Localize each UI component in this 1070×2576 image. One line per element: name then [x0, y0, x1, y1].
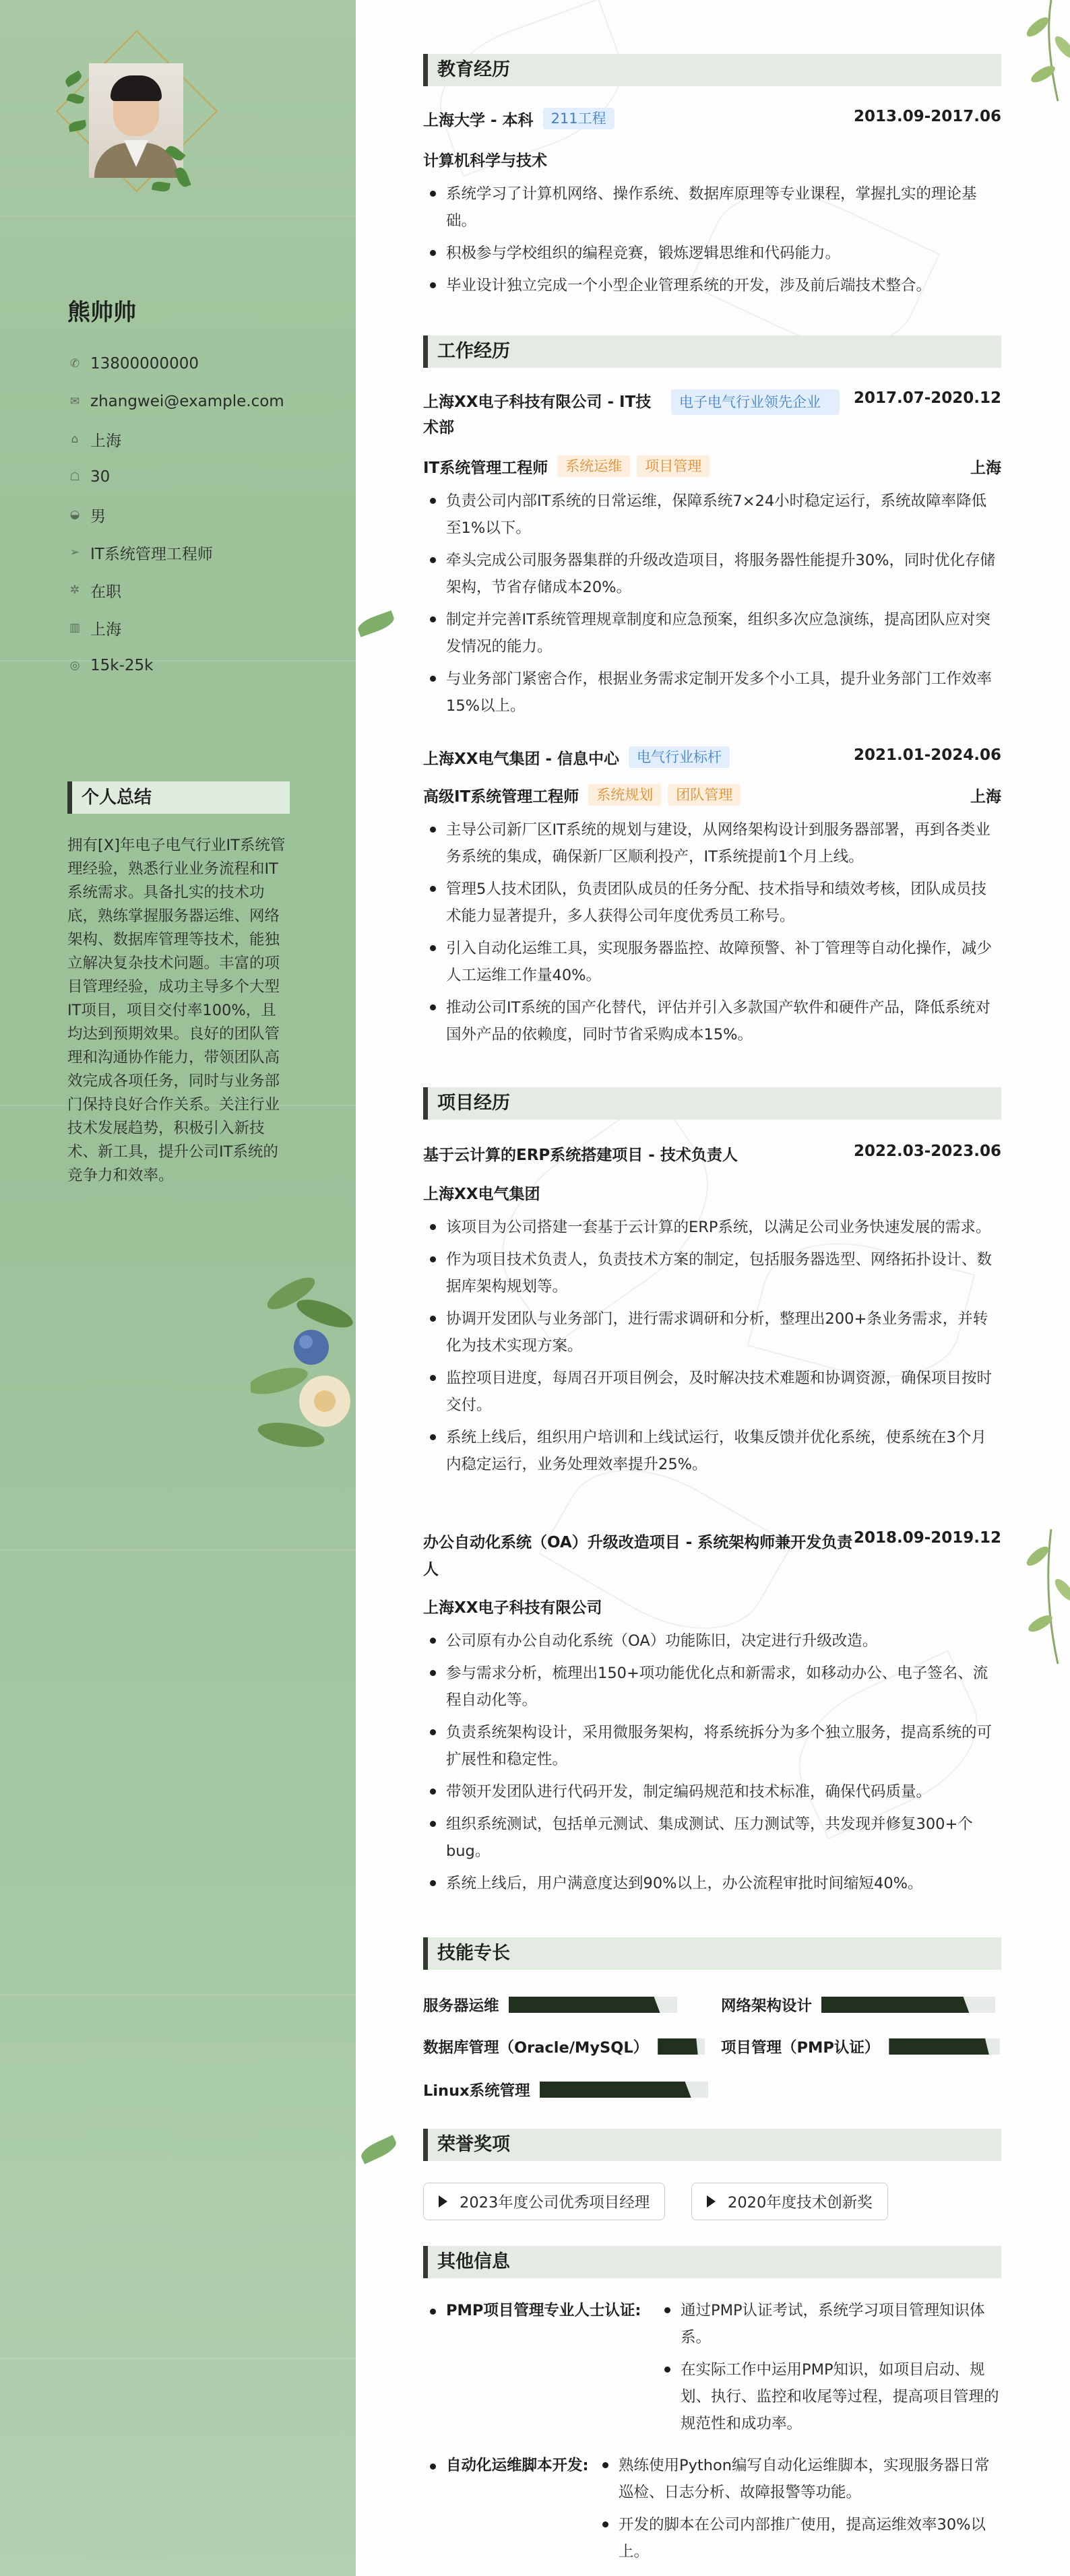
leaf-decoration [152, 181, 170, 193]
project1-date: 2022.03-2023.06 [853, 1142, 1001, 1160]
bullet-item: 主导公司新厂区IT系统的规划与建设，从网络架构设计到服务器部署，再到各类业务系统的集成，确保新厂区顺利投产，IT系统提前1个月上线。 [423, 816, 1001, 870]
job1-tag-2: 项目管理 [637, 455, 710, 477]
triangle-bullet-icon [707, 2195, 716, 2208]
home-icon: ⌂ [71, 432, 79, 446]
triangle-bullet-icon [439, 2195, 447, 2208]
skill-bar-fill [821, 1997, 969, 2013]
skill-name: 项目管理（PMP认证） [721, 2039, 880, 2057]
award-label: 2023年度公司优秀项目经理 [460, 2194, 650, 2212]
leaf-decoration [63, 70, 84, 87]
job2-tag-2: 团队管理 [668, 784, 741, 806]
project2-org: 上海XX电子科技有限公司 [423, 1599, 602, 1617]
job2-tag-1: 系统规划 [588, 784, 661, 806]
project2-bullets [423, 1628, 1001, 1902]
skill-item [423, 2079, 708, 2100]
bullet-dot [430, 2309, 436, 2315]
contact-info-row [67, 496, 284, 534]
other-label: PMP项目管理专业人士认证: [446, 2302, 641, 2319]
skill-bar [509, 1997, 677, 2013]
skill-name: Linux系统管理 [423, 2082, 530, 2100]
job1-company-tag: 电子电气行业领先企业 [671, 389, 840, 415]
summary-text: 拥有[X]年电子电气行业IT系统管理经验，熟悉行业业务流程和IT系统需求。具备扎实的技术功底，熟练掌握服务器运维、网络架构、数据库管理等技术，能独立解决复杂技术问题。丰富的项目管理经验，成功主导多个大型IT项目，项目交付率100%，且均达到预期效果。良好的团队管理和沟通协作能力，带领团队高效完成各项任务，同时与业务部门保持良好合作关系。关注行业技术发展趋势，积极引入新技术、新工具，提升公司IT系统的竞争力和效率。 [67, 837, 286, 1184]
bullet-item: 带领开发团队进行代码开发，制定编码规范和技术标准，确保代码质量。 [423, 1778, 1001, 1805]
bullet-item: 负责系统架构设计，采用微服务架构，将系统拆分为多个独立服务，提高系统的可扩展性和稳定性。 [423, 1719, 1001, 1773]
skill-bar [540, 2082, 708, 2098]
education-bullets [423, 181, 1001, 304]
contact-info-text: 13800000000 [90, 355, 199, 373]
bullet-item: 协调开发团队与业务部门，进行需求调研和分析，整理出200+条业务需求，并转化为技术实现方案。 [423, 1306, 1001, 1359]
skill-bar-fill [658, 2038, 698, 2055]
job1-company: 上海XX电子科技有限公司 - IT技术部 [423, 393, 652, 437]
job2-date: 2021.01-2024.06 [853, 746, 1001, 764]
contact-info-text: 上海 [90, 432, 121, 450]
skill-item [721, 1994, 995, 2016]
section-heading-other: 其他信息 [423, 2246, 1001, 2278]
project2-header-row [423, 1529, 1001, 1583]
contact-info-text: 30 [90, 468, 111, 486]
skill-bar [821, 1997, 995, 2013]
section-heading-education: 教育经历 [423, 54, 1001, 86]
bullet-dot [430, 2464, 436, 2470]
bullet-item: 在实际工作中运用PMP知识，如项目启动、规划、执行、监控和收尾等过程，提高项目管理的规范性和成功率。 [658, 2356, 1001, 2437]
summary-heading: 个人总结 [67, 781, 290, 814]
contact-info-list [67, 345, 284, 684]
bullet-item: 负责公司内部IT系统的日常运维，保障系统7×24小时稳定运行，系统故障率降低至1%以下。 [423, 488, 1001, 542]
skill-bar-fill [509, 1997, 660, 2013]
bullet-item: 监控项目进度，每周召开项目例会，及时解决技术难题和协调资源，确保项目按时交付。 [423, 1365, 1001, 1419]
job1-bullets [423, 488, 1001, 725]
bullet-item: 与业务部门紧密合作，根据业务需求定制开发多个小工具，提升业务部门工作效率15%以上。 [423, 666, 1001, 719]
status-icon: ✲ [69, 583, 80, 597]
texture-line [0, 216, 356, 217]
skill-bar [889, 2038, 1000, 2055]
texture-line [0, 1549, 356, 1551]
award-label: 2020年度技术创新奖 [728, 2194, 873, 2212]
contact-info-text: IT系统管理工程师 [90, 545, 213, 563]
bullet-item: 毕业设计独立完成一个小型企业管理系统的开发，涉及前后端技术整合。 [423, 272, 1001, 299]
job2-role: 高级IT系统管理工程师 [423, 788, 579, 806]
send-icon: ➢ [69, 546, 80, 559]
school-tag: 211工程 [543, 108, 615, 129]
contact-info-text: 男 [90, 507, 106, 525]
contact-info-row [67, 383, 284, 420]
bullet-item: 熟练使用Python编写自动化运维脚本，实现服务器日常巡检、日志分析、故障报警等功能。 [596, 2452, 1001, 2506]
skill-bar-fill [540, 2082, 691, 2098]
city-icon: ▥ [69, 621, 81, 635]
job2-bullets [423, 816, 1001, 1054]
job2-company-tag: 电气行业标杆 [629, 746, 730, 768]
skill-bar-fill [889, 2038, 989, 2055]
other-label: 自动化运维脚本开发: [446, 2457, 589, 2474]
other-sublist [596, 2452, 1001, 2571]
job1-header-row [423, 389, 1001, 441]
award-item [691, 2183, 888, 2220]
phone-icon: ✆ [69, 357, 80, 371]
avatar [89, 63, 183, 178]
bullet-item: 该项目为公司搭建一套基于云计算的ERP系统，以满足公司业务快速发展的需求。 [423, 1214, 1001, 1241]
bullet-item: 管理5人技术团队，负责团队成员的任务分配、技术指导和绩效考核，团队成员技术能力显著提升，多人获得公司年度优秀员工称号。 [423, 876, 1001, 930]
skill-name: 网络架构设计 [721, 1997, 813, 2015]
contact-info-row [67, 571, 284, 609]
job1-role: IT系统管理工程师 [423, 459, 548, 477]
school-name: 上海大学 - 本科 [423, 112, 534, 129]
skill-name: 数据库管理（Oracle/MySQL） [423, 2039, 649, 2057]
bullet-item: 组织系统测试，包括单元测试、集成测试、压力测试等，共发现并修复300+个bug。 [423, 1811, 1001, 1865]
award-item [423, 2183, 665, 2220]
project1-bullets [423, 1214, 1001, 1483]
bullet-item: 通过PMP认证考试，系统学习项目管理知识体系。 [658, 2297, 1001, 2351]
candidate-name: 熊帅帅 [67, 299, 136, 326]
education-header-row [423, 108, 1001, 130]
vine-decoration [1011, 1529, 1070, 1664]
contact-info-row [67, 420, 284, 458]
job2-role-row [423, 784, 1001, 806]
skill-name: 服务器运维 [423, 1997, 499, 2015]
section-heading-projects: 项目经历 [423, 1087, 1001, 1120]
age-icon: ☖ [69, 470, 80, 484]
job2-company: 上海XX电气集团 - 信息中心 [423, 750, 620, 768]
bullet-item: 牵头完成公司服务器集群的升级改造项目，将服务器性能提升30%，同时优化存储架构，节省存储成本20%。 [423, 547, 1001, 601]
contact-info-row [67, 534, 284, 571]
gender-icon: ◒ [69, 508, 80, 521]
contact-info-row [67, 609, 284, 647]
texture-line [0, 1994, 356, 1995]
contact-info-row [67, 647, 284, 684]
bullet-item: 参与需求分析，梳理出150+项功能优化点和新需求，如移动办公、电子签名、流程自动化等。 [423, 1660, 1001, 1714]
vine-decoration [1004, 0, 1070, 108]
section-heading-skills: 技能专长 [423, 1937, 1001, 1970]
skill-item [423, 2036, 705, 2057]
job2-header-row [423, 746, 1001, 769]
section-heading-awards: 荣誉奖项 [423, 2129, 1001, 2161]
texture-line [0, 2358, 356, 2359]
other-sublist [658, 2297, 1001, 2443]
project2-name: 办公自动化系统（OA）升级改造项目 - 系统架构师兼开发负责人 [423, 1534, 853, 1578]
project1-header-row [423, 1142, 1001, 1165]
bullet-item: 系统上线后，组织用户培训和上线试运行，收集反馈并优化系统，使系统在3个月内稳定运行，业务处理效率提升25%。 [423, 1424, 1001, 1478]
skill-item [721, 2036, 1000, 2057]
job1-tag-1: 系统运维 [557, 455, 630, 477]
bullet-item: 推动公司IT系统的国产化替代，评估并引入多款国产软件和硬件产品，降低系统对国外产品的依赖度，同时节省采购成本15%。 [423, 994, 1001, 1048]
project2-date: 2018.09-2019.12 [853, 1529, 1001, 1547]
major: 计算机科学与技术 [423, 152, 547, 170]
job2-city: 上海 [970, 788, 1001, 806]
contact-info-text: 在职 [90, 583, 121, 601]
job1-city: 上海 [970, 459, 1001, 477]
job1-date: 2017.07-2020.12 [853, 389, 1001, 407]
contact-info-text: 15k-25k [90, 657, 154, 674]
skill-item [423, 1994, 677, 2016]
bullet-item: 作为项目技术负责人，负责技术方案的制定，包括服务器选型、网络拓扑设计、数据库架构规划等。 [423, 1246, 1001, 1300]
leaf-decoration [174, 166, 191, 189]
job1-role-row [423, 455, 1001, 478]
flower-decoration [251, 1253, 356, 1469]
contact-info-row [67, 458, 284, 496]
bullet-item: 系统上线后，用户满意度达到90%以上，办公流程审批时间缩短40%。 [423, 1870, 1001, 1897]
bullet-item: 公司原有办公自动化系统（OA）功能陈旧，决定进行升级改造。 [423, 1628, 1001, 1654]
bullet-item: 积极参与学校组织的编程竞赛，锻炼逻辑思维和代码能力。 [423, 240, 1001, 267]
contact-info-text: 上海 [90, 620, 121, 639]
bullet-item: 开发的脚本在公司内部推广使用，提高运维效率30%以上。 [596, 2511, 1001, 2565]
bullet-item: 制定并完善IT系统管理规章制度和应急预案，组织多次应急演练，提高团队应对突发情况的能力。 [423, 606, 1001, 660]
salary-icon: ◎ [69, 659, 80, 672]
education-date: 2013.09-2017.06 [853, 108, 1001, 125]
sidebar [0, 0, 356, 2576]
contact-info-text: zhangwei@example.com [90, 393, 284, 410]
bullet-item: 系统学习了计算机网络、操作系统、数据库原理等专业课程，掌握扎实的理论基础。 [423, 181, 1001, 234]
section-heading-work: 工作经历 [423, 335, 1001, 368]
contact-info-row [67, 345, 284, 383]
email-icon: ✉ [69, 395, 80, 408]
bullet-item: 引入自动化运维工具，实现服务器监控、故障预警、补丁管理等自动化操作，减少人工运维工作量40%。 [423, 935, 1001, 989]
project1-name: 基于云计算的ERP系统搭建项目 - 技术负责人 [423, 1147, 738, 1164]
skill-bar [658, 2038, 705, 2055]
avatar-frame [65, 47, 205, 202]
project1-org: 上海XX电气集团 [423, 1186, 540, 1203]
